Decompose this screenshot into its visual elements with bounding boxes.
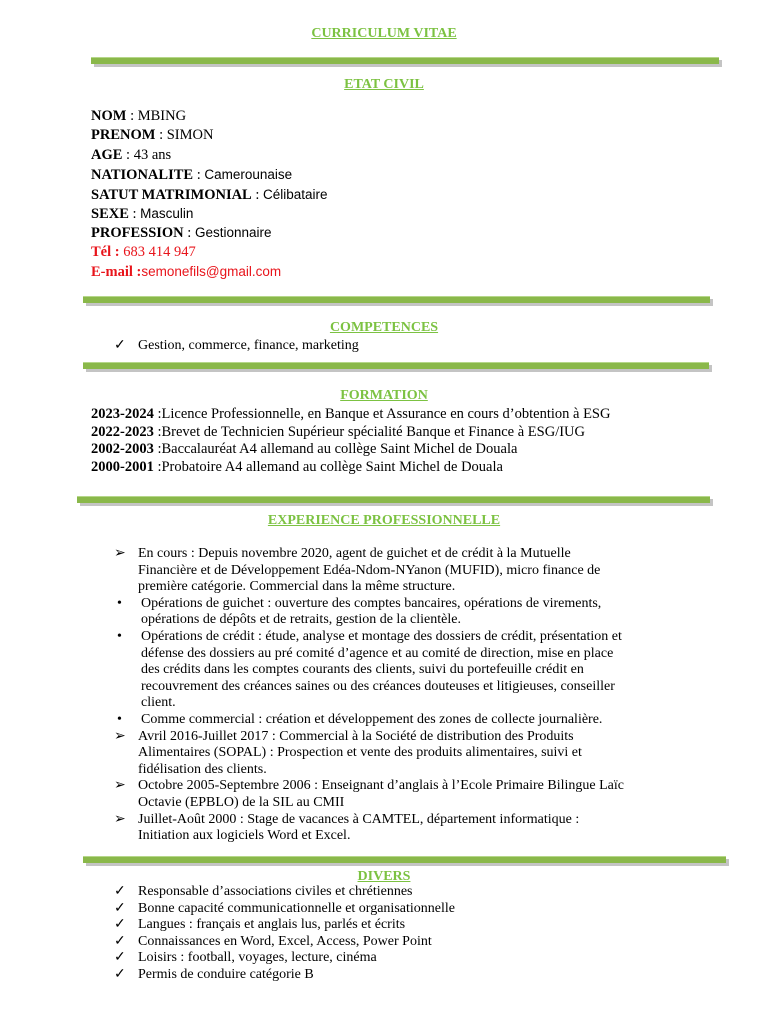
- civil-row-age: AGE : 43 ans: [91, 146, 172, 163]
- etat-civil-heading: ETAT CIVIL: [344, 77, 424, 92]
- check-icon: ✓: [114, 884, 126, 899]
- experience-list: [114, 546, 624, 845]
- list-item: ✓ Loisirs : football, voyages, lecture, cinéma: [114, 950, 377, 966]
- experience-line: recouvrement des créances saines ou des créances douteuses et litigieuses, conseiller: [141, 678, 615, 694]
- list-item: ✓ Permis de conduire catégorie B: [114, 966, 314, 982]
- divider: [83, 296, 710, 303]
- experience-line: Comme commercial : création et développement des zones de collecte journalière.: [141, 711, 603, 727]
- experience-line: première catégorie. Commercial dans la même structure.: [138, 579, 456, 595]
- experience-item: [117, 711, 624, 729]
- etat-civil-section: [91, 107, 328, 282]
- check-icon: ✓: [114, 917, 126, 933]
- arrow-bullet-icon: ➢: [114, 778, 126, 794]
- formation-item: 2023-2024 :Licence Professionnelle, en Banque et Assurance en cours d’obtention à ESG: [91, 406, 611, 422]
- experience-line: des crédits dans les comptes courants des clients, suivi du portefeuille crédit en: [141, 662, 584, 678]
- list-item: ✓ Responsable d’associations civiles et chrétiennes: [114, 884, 413, 899]
- arrow-bullet-icon: ➢: [114, 546, 126, 561]
- experience-item: [114, 778, 624, 811]
- civil-row-prenom: PRENOM : SIMON: [91, 127, 214, 144]
- experience-line: client.: [141, 695, 176, 711]
- dot-bullet-icon: •: [117, 711, 122, 727]
- formation-item: 2002-2003 :Baccalauréat A4 allemand au collège Saint Michel de Douala: [91, 441, 518, 457]
- divider: [83, 856, 726, 863]
- experience-line: Alimentaires (SOPAL) : Prospection et vente des produits alimentaires, suivi et: [138, 745, 582, 761]
- civil-row-profession: PROFESSION : Gestionnaire: [91, 225, 272, 242]
- competences-heading: COMPETENCES: [329, 320, 439, 335]
- experience-line: opérations de dépôts et de retraits, gestion de la clientèle.: [141, 612, 461, 628]
- civil-row-tel: Tél : 683 414 947: [91, 243, 196, 260]
- check-icon: ✓: [114, 966, 126, 982]
- experience-item: [117, 628, 624, 712]
- experience-line: Financière et de Développement Edéa-Ndom-NYanon (MUFID), micro finance de: [138, 562, 601, 578]
- experience-line: Octobre 2005-Septembre 2006 : Enseignant d’anglais à l’Ecole Primaire Bilingue Laïc: [138, 778, 624, 794]
- list-item: ✓ Langues : français et anglais lus, parlés et écrits: [114, 917, 406, 933]
- divers-list: [114, 884, 455, 984]
- divers-heading: DIVERS: [357, 869, 411, 884]
- divider: [77, 496, 710, 503]
- phone-number: 683 414 947: [123, 243, 196, 260]
- civil-row-sexe: SEXE : Masculin: [91, 205, 194, 222]
- experience-item: [117, 595, 624, 629]
- experience-line: Opérations de crédit : étude, analyse et montage des dossiers de crédit, présentation et: [141, 628, 622, 644]
- experience-line: Avril 2016-Juillet 2017 : Commercial à la Société de distribution des Produits: [138, 728, 574, 744]
- arrow-bullet-icon: ➢: [114, 811, 126, 827]
- dot-bullet-icon: •: [117, 595, 122, 611]
- experience-item: [114, 728, 624, 779]
- experience-line: Opérations de guichet : ouverture des comptes bancaires, opérations de virements,: [141, 595, 602, 611]
- check-icon: ✓: [114, 933, 126, 949]
- experience-line: Juillet-Août 2000 : Stage de vacances à CAMTEL, département informatique :: [138, 811, 580, 827]
- formation-section: [91, 406, 610, 476]
- experience-line: Octavie (EPBLO) de la SIL au CMII: [138, 794, 345, 810]
- experience-line: défense des dossiers au pré comité d’agence et au comité de direction, mise en place: [141, 645, 614, 661]
- formation-heading: FORMATION: [340, 388, 428, 403]
- check-icon: ✓: [114, 950, 126, 966]
- experience-item: [114, 811, 624, 845]
- list-item: ✓ Connaissances en Word, Excel, Access, Power Point: [114, 933, 432, 949]
- experience-line: Initiation aux logiciels Word et Excel.: [138, 828, 351, 844]
- formation-item: 2022-2023 :Brevet de Technicien Supérieur spécialité Banque et Finance à ESG/IUG: [91, 423, 585, 440]
- list-item: ✓ Bonne capacité communicationnelle et organisationnelle: [114, 900, 455, 916]
- divider: [91, 57, 719, 64]
- competences-list: [114, 338, 359, 355]
- check-icon: ✓: [114, 338, 126, 353]
- experience-line: fidélisation des clients.: [138, 761, 267, 777]
- experience-item: [114, 546, 624, 596]
- civil-row-matrimonial: SATUT MATRIMONIAL : Célibataire: [91, 186, 328, 203]
- divider: [83, 362, 709, 369]
- experience-heading: EXPERIENCE PROFESSIONNELLE: [267, 513, 501, 528]
- experience-line: En cours : Depuis novembre 2020, agent de guichet et de crédit à la Mutuelle: [138, 546, 571, 561]
- cv-title: CURRICULUM VITAE: [311, 26, 457, 41]
- civil-row-nationalite: NATIONALITE : Camerounaise: [91, 167, 293, 184]
- civil-row-email: E-mail :semonefils@gmail.com: [91, 264, 282, 281]
- arrow-bullet-icon: ➢: [114, 728, 126, 744]
- list-item: ✓ Gestion, commerce, finance, marketing: [114, 338, 359, 353]
- email-address: semonefils@gmail.com: [141, 264, 282, 280]
- civil-row-nom: NOM : MBING: [91, 108, 187, 124]
- dot-bullet-icon: •: [117, 628, 122, 644]
- formation-item: 2000-2001 :Probatoire A4 allemand au collège Saint Michel de Douala: [91, 458, 503, 475]
- check-icon: ✓: [114, 900, 126, 916]
